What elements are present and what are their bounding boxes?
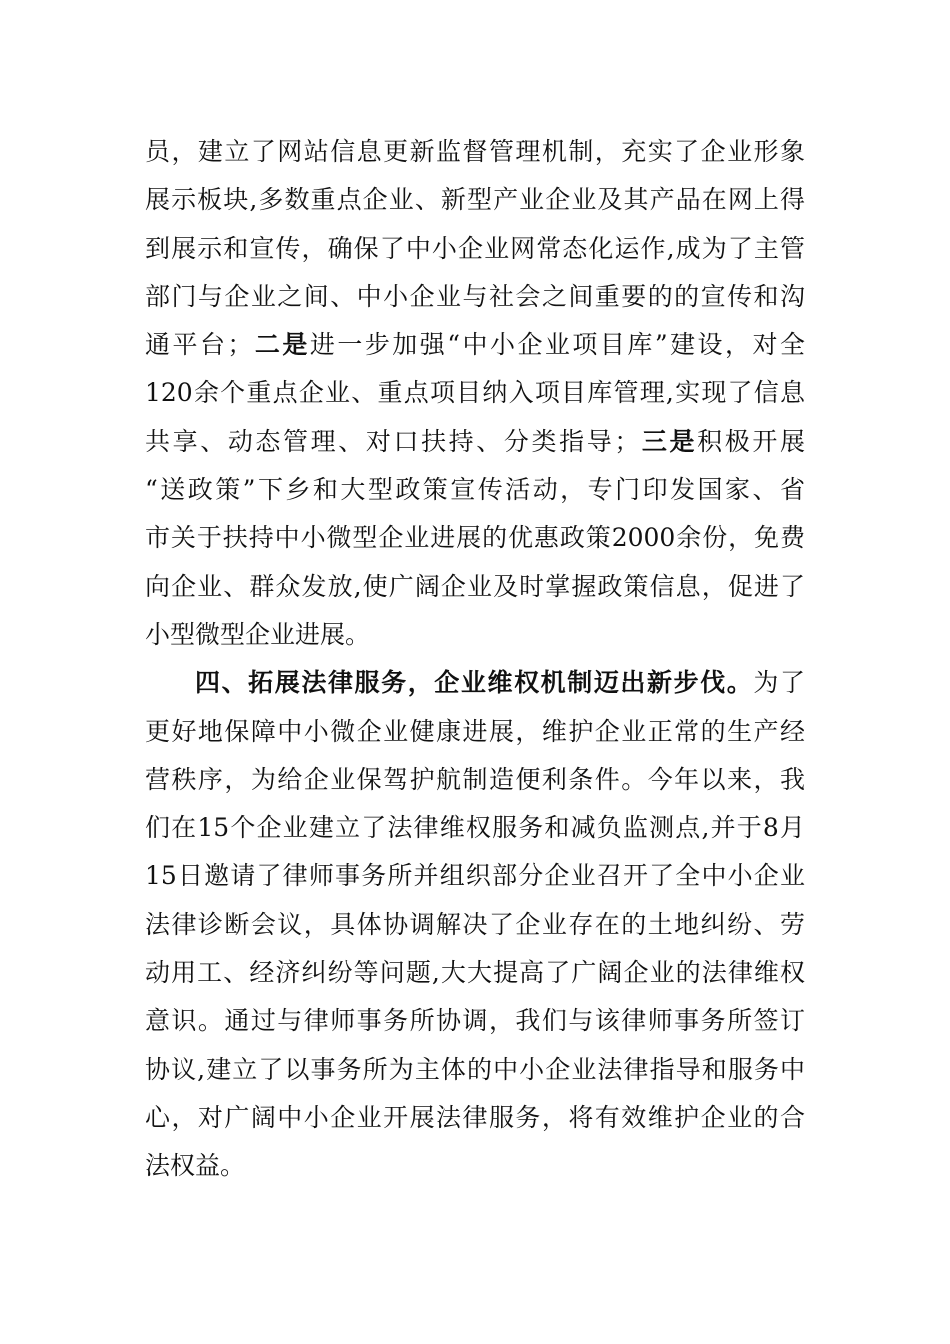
text-line [145, 321, 805, 369]
text-line: 部门与企业之间、中小企业与社会之间重要的的宣传和沟 [145, 281, 805, 311]
text-line: 意识。通过与律师事务所协调，我们与该律师事务所签订 [145, 1006, 805, 1036]
text-line: 法权益。 [145, 1151, 246, 1181]
text-line: 法律诊断会议，具体协调解决了企业存在的土地纠纷、劳 [145, 909, 805, 939]
text-line: 展示板块,多数重点企业、新型产业企业及其产品在网上得 [145, 185, 805, 215]
text-line: 15日邀请了律师事务所并组织部分企业召开了全中小企业 [145, 861, 805, 891]
text-line: “送政策”下乡和大型政策宣传活动，专门印发国家、省 [145, 475, 805, 505]
text-line: 市关于扶持中小微型企业进展的优惠政策2000余份，免费 [145, 523, 805, 553]
text-line: 动用工、经济纠纷等问题,大大提高了广阔企业的法律维权 [145, 958, 805, 988]
section-heading-line [145, 659, 805, 707]
text-span: 积极开展 [697, 426, 805, 456]
text-line: 员，建立了网站信息更新监督管理机制，充实了企业形象 [145, 137, 805, 166]
text-line: 到展示和宣传，确保了中小企业网常态化运作,成为了主管 [145, 233, 805, 263]
paragraph [145, 128, 805, 659]
text-line: 向企业、群众发放,使广阔企业及时掌握政策信息，促进了 [145, 571, 805, 601]
text-line: 们在15个企业建立了法律维权服务和减负监测点,并于8月 [145, 813, 805, 843]
text-line: 120余个重点企业、重点项目纳入项目库管理,实现了信息 [145, 378, 805, 408]
text-line: 营秩序，为给企业保驾护航制造便利条件。今年以来，我 [145, 764, 805, 794]
text-line: 协议,建立了以事务所为主体的中小企业法律指导和服务中 [145, 1054, 805, 1084]
body-text [145, 128, 805, 1191]
text-line: 心，对广阔中小企业开展法律服务，将有效维护企业的合 [145, 1102, 805, 1132]
emphasis-label: 二是 [252, 330, 310, 360]
text-span: 进一步加强“中小企业项目库”建设，对全 [309, 330, 805, 360]
text-span: 共享、动态管理、对口扶持、分类指导； [145, 426, 640, 456]
text-line [145, 418, 805, 466]
section-heading: 四、拓展法律服务，企业维权机制迈出新步伐。 [195, 668, 754, 698]
paragraph [145, 659, 805, 1190]
text-line: 更好地保障中小微企业健康进展，维护企业正常的生产经 [145, 716, 805, 746]
emphasis-label: 三是 [639, 426, 698, 456]
text-span: 为了 [753, 668, 805, 698]
text-line: 小型微型企业进展。 [145, 619, 371, 649]
text-span: 通平台； [145, 330, 253, 360]
